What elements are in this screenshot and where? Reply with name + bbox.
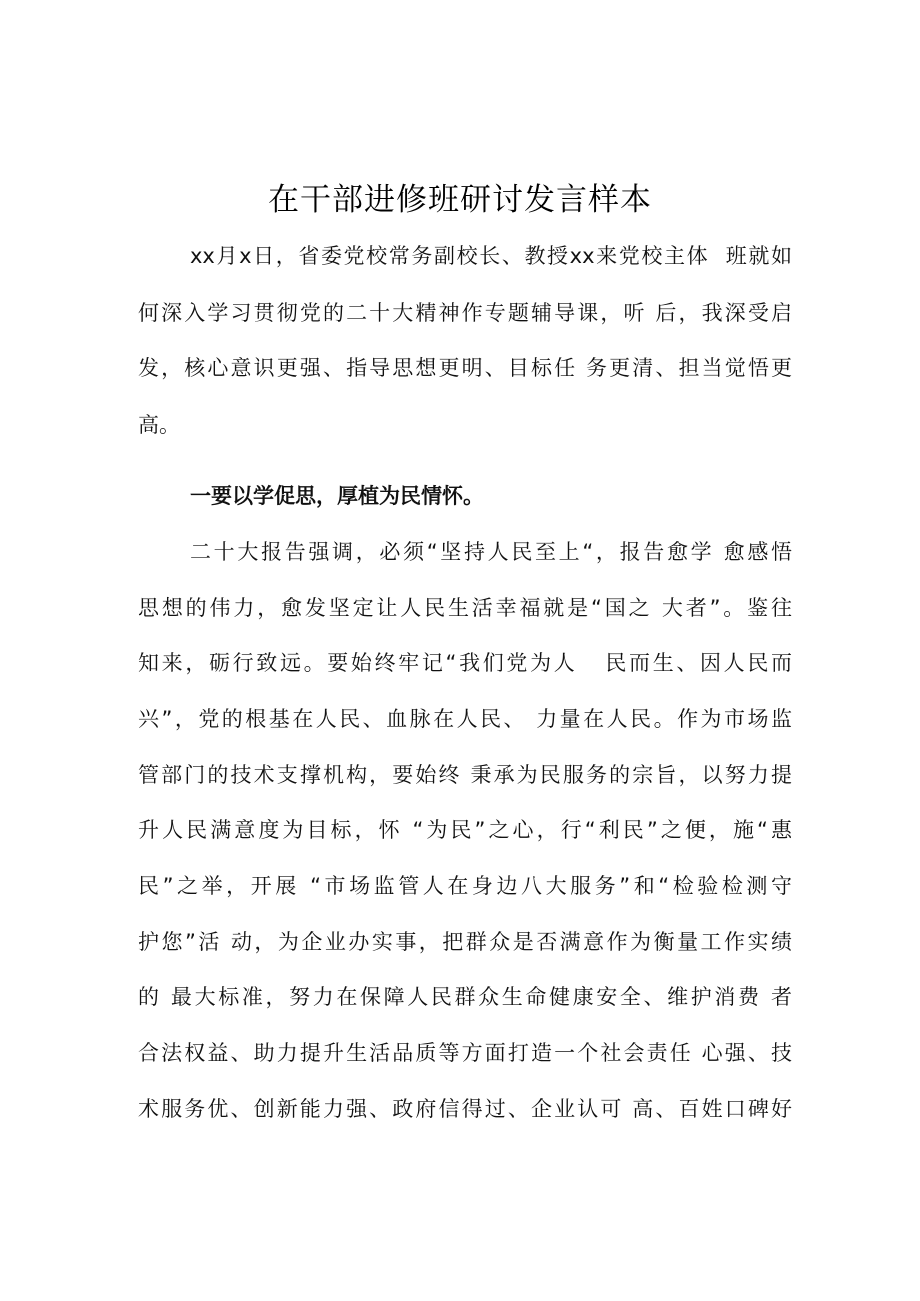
section-line-7: 民”之举，开展 “市场监管人在身边八大服务”和“检验检测守 [138, 874, 792, 898]
section-line-5: 管部门的技术支撑机构，要始终 秉承为民服务的宗旨，以努力提 [138, 763, 792, 787]
intro-line-4: 高。 [138, 413, 180, 437]
section-line-3: 知来，砺行致远。要始终牢记“我们党为人 民而生、因人民而 [138, 651, 792, 675]
section-line-11: 术服务优、创新能力强、政府信得过、企业认可 高、百姓口碑好 [138, 1097, 792, 1121]
document-title: 在干部进修班研讨发言样本 [268, 182, 652, 218]
section-line-10: 合法权益、助力提升生活品质等方面打造一个社会责任 心强、技 [138, 1041, 792, 1065]
intro-line-3: 发，核心意识更强、指导思想更明、目标任 务更清、担当觉悟更 [138, 356, 792, 380]
section-heading: 一要以学促思，厚植为民情怀。 [190, 484, 484, 508]
section-line-2: 思想的伟力，愈发坚定让人民生活幸福就是“国之 大者”。鉴往 [138, 596, 792, 620]
section-line-9: 的 最大标准，努力在保障人民群众生命健康安全、维护消费 者 [138, 985, 792, 1009]
section-line-1: 二十大报告强调，必须“坚持人民至上“，报告愈学 愈感悟 [190, 540, 792, 564]
intro-line-1: xx月x日，省委党校常务副校长、教授xx来党校主体 班就如 [190, 244, 792, 268]
intro-line-2: 何深入学习贯彻党的二十大精神作专题辅导课，听 后，我深受启 [138, 301, 792, 325]
section-line-4: 兴”，党的根基在人民、血脉在人民、 力量在人民。作为市场监 [138, 707, 792, 731]
section-line-8: 护您”活 动，为企业办实事，把群众是否满意作为衡量工作实绩 [138, 930, 792, 954]
section-line-6: 升人民满意度为目标，怀 “为民”之心，行“利民”之便，施“惠 [138, 818, 792, 842]
